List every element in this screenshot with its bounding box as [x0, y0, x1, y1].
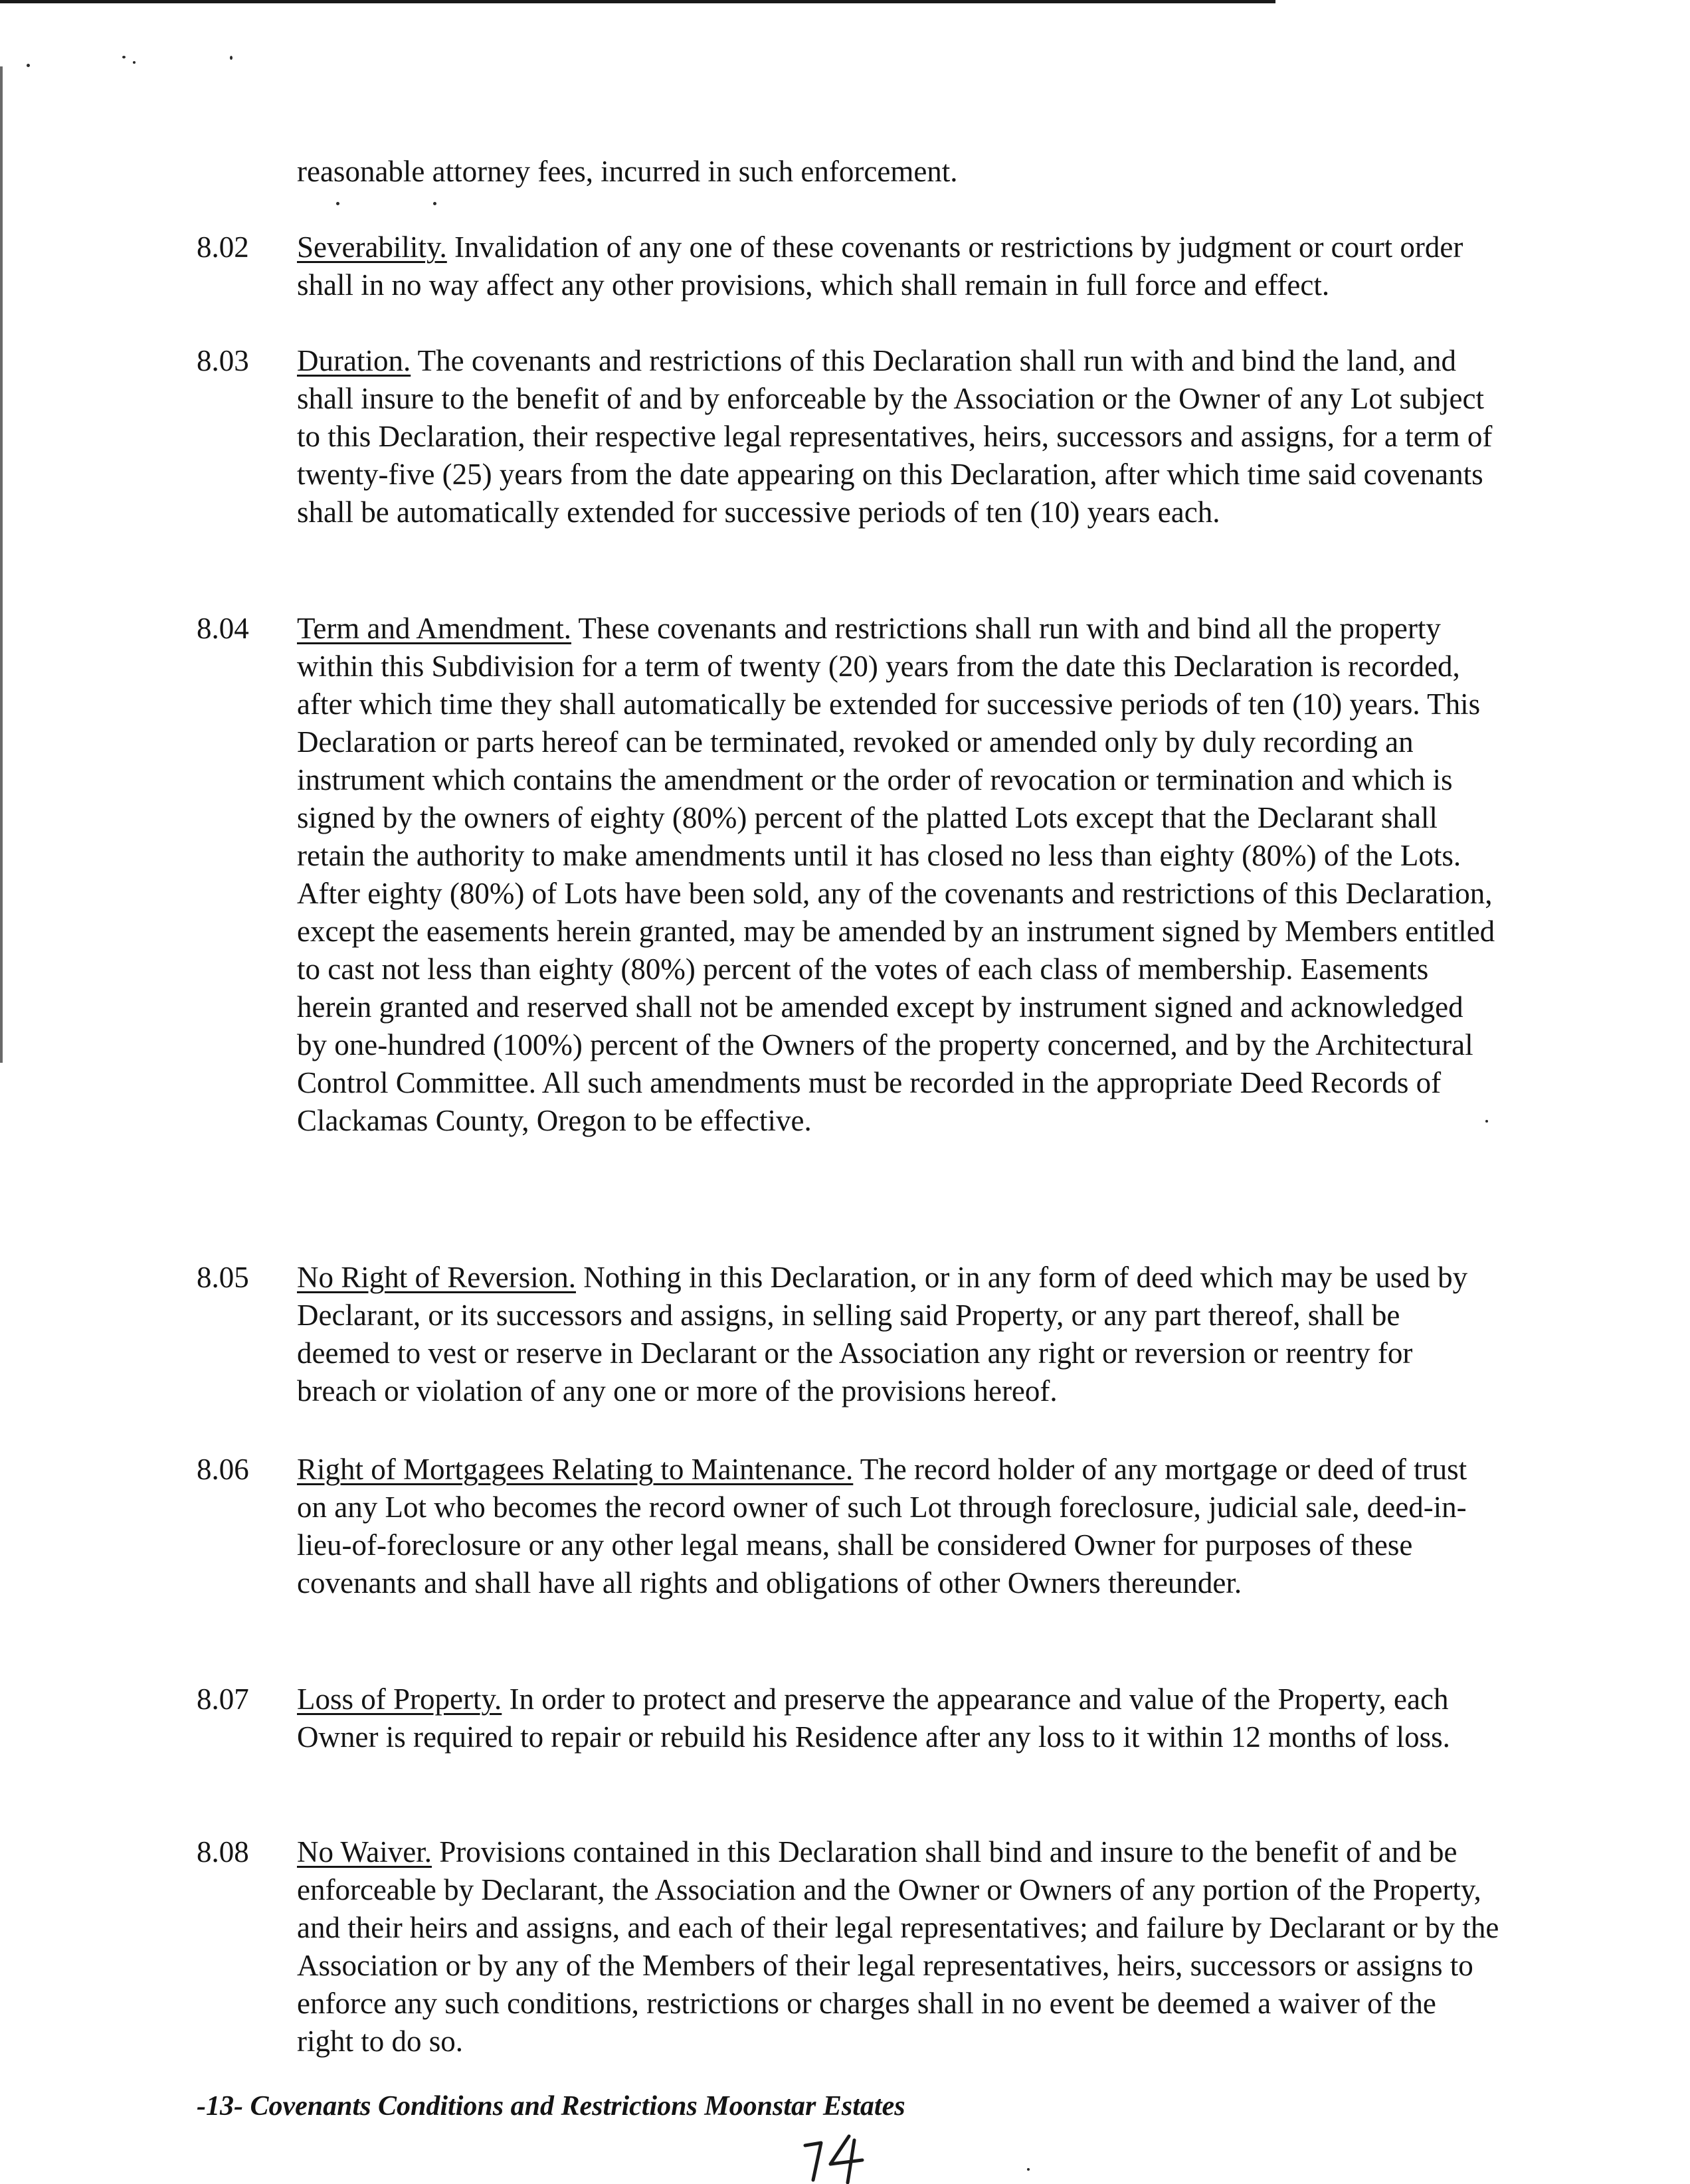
section-title: Term and Amendment. — [297, 612, 571, 645]
section-number: 8.04 — [197, 612, 249, 645]
scan-speck — [336, 202, 339, 205]
section-number: 8.02 — [197, 230, 249, 264]
section-body — [297, 1451, 1499, 1602]
scan-top-border — [0, 0, 1275, 3]
section-body — [297, 342, 1499, 531]
page-footer: -13- Covenants Conditions and Restrictions Moonstar Estates — [197, 2091, 905, 2122]
section-body — [297, 1833, 1499, 2060]
section-title: No Waiver. — [297, 1835, 432, 1868]
scan-speck — [433, 202, 436, 205]
section-title: Right of Mortgagees Relating to Maintenance. — [297, 1453, 854, 1486]
section-number: 8.06 — [197, 1453, 249, 1486]
section-number: 8.05 — [197, 1261, 249, 1294]
scan-left-border — [0, 66, 3, 1063]
section-title: No Right of Reversion. — [297, 1261, 576, 1294]
section-body — [297, 1681, 1499, 1756]
section-text: Provisions contained in this Declaration shall bind and insure to the benefit of and be enforceable by Declarant, the Association and the Owner or Owners of any portion of the Property, and their heirs and assigns, and each of their legal representatives; and failure by Declarant or by the Association or by any of the Members of their legal representatives, heirs, successors or assigns to enforce any such conditions, restrictions or charges shall in no event be deemed a waiver of the right to do so. — [297, 1835, 1499, 2058]
section-body — [297, 1259, 1499, 1410]
section-text: Invalidation of any one of these covenants or restrictions by judgment or court order shall in no way affect any other provisions, which shall remain in full force and effect. — [297, 230, 1463, 302]
section-number: 8.07 — [197, 1683, 249, 1716]
scan-speck — [133, 61, 136, 64]
section-text: Nothing in this Declaration, or in any form of deed which may be used by Declarant, or its successors and assigns, in selling said Property, or any part thereof, shall be deemed to vest or reserve in Declarant or the Association any right or reversion or reentry for breach or violation of any one or more of the provisions hereof. — [297, 1261, 1468, 1408]
continuation-text: reasonable attorney fees, incurred in such enforcement. — [297, 155, 958, 188]
scan-speck — [27, 64, 30, 67]
section-title: Severability. — [297, 230, 447, 264]
section-title: Duration. — [297, 344, 411, 377]
section-body — [297, 610, 1499, 1140]
section-number: 8.08 — [197, 1835, 249, 1868]
handwritten-page-number — [801, 2134, 881, 2184]
section-text: The covenants and restrictions of this Declaration shall run with and bind the land, and shall insure to the benefit of and by enforceable by the Association or the Owner of any Lot subject to this Declaration, their respective legal representatives, heirs, successors and assigns, for a term of twenty-five (25) years from the date appearing on this Declaration, after which time said covenants shall be automatically extended for successive periods of ten (10) years each. — [297, 344, 1493, 529]
section-text: In order to protect and preserve the appearance and value of the Property, each Owner is required to repair or rebuild his Residence after any loss to it within 12 months of loss. — [297, 1683, 1450, 1754]
section-body — [297, 228, 1499, 304]
scan-speck — [122, 56, 126, 58]
section-number: 8.03 — [197, 344, 249, 377]
scan-speck — [1027, 2168, 1030, 2171]
section-text: The record holder of any mortgage or deed of trust on any Lot who becomes the record owner of such Lot through foreclosure, judicial sale, deed-in-lieu-of-foreclosure or any other legal means, shall be considered Owner for purposes of these covenants and shall have all rights and obligations of other Owners thereunder. — [297, 1453, 1467, 1599]
section-text: These covenants and restrictions shall run with and bind all the property within this Subdivision for a term of twenty (20) years from the date this Declaration is recorded, after which time they shall automatically be extended for successive periods of ten (10) years. This Declaration or parts hereof can be terminated, revoked or amended only by duly recording an instrument which contains the amendment or the order of revocation or termination and which is signed by the owners of eighty (80%) percent of the platted Lots except that the Declarant shall retain the authority to make amendments until it has closed no less than eighty (80%) of the Lots. After eighty (80%) of Lots have been sold, any of the covenants and restrictions of this Declaration, except the easements herein granted, may be amended by an instrument signed by Members entitled to cast not less than eighty (80%) percent of the votes of each class of membership. Easements herein granted and reserved shall not be amended except by instrument signed and acknowledged by one-hundred (100%) percent of the Owners of the property concerned, and by the Architectural Control Committee. All such amendments must be recorded in the appropriate Deed Records of Clackamas County, Oregon to be effective. — [297, 612, 1495, 1137]
section-title: Loss of Property. — [297, 1683, 502, 1716]
scan-speck — [230, 56, 233, 60]
